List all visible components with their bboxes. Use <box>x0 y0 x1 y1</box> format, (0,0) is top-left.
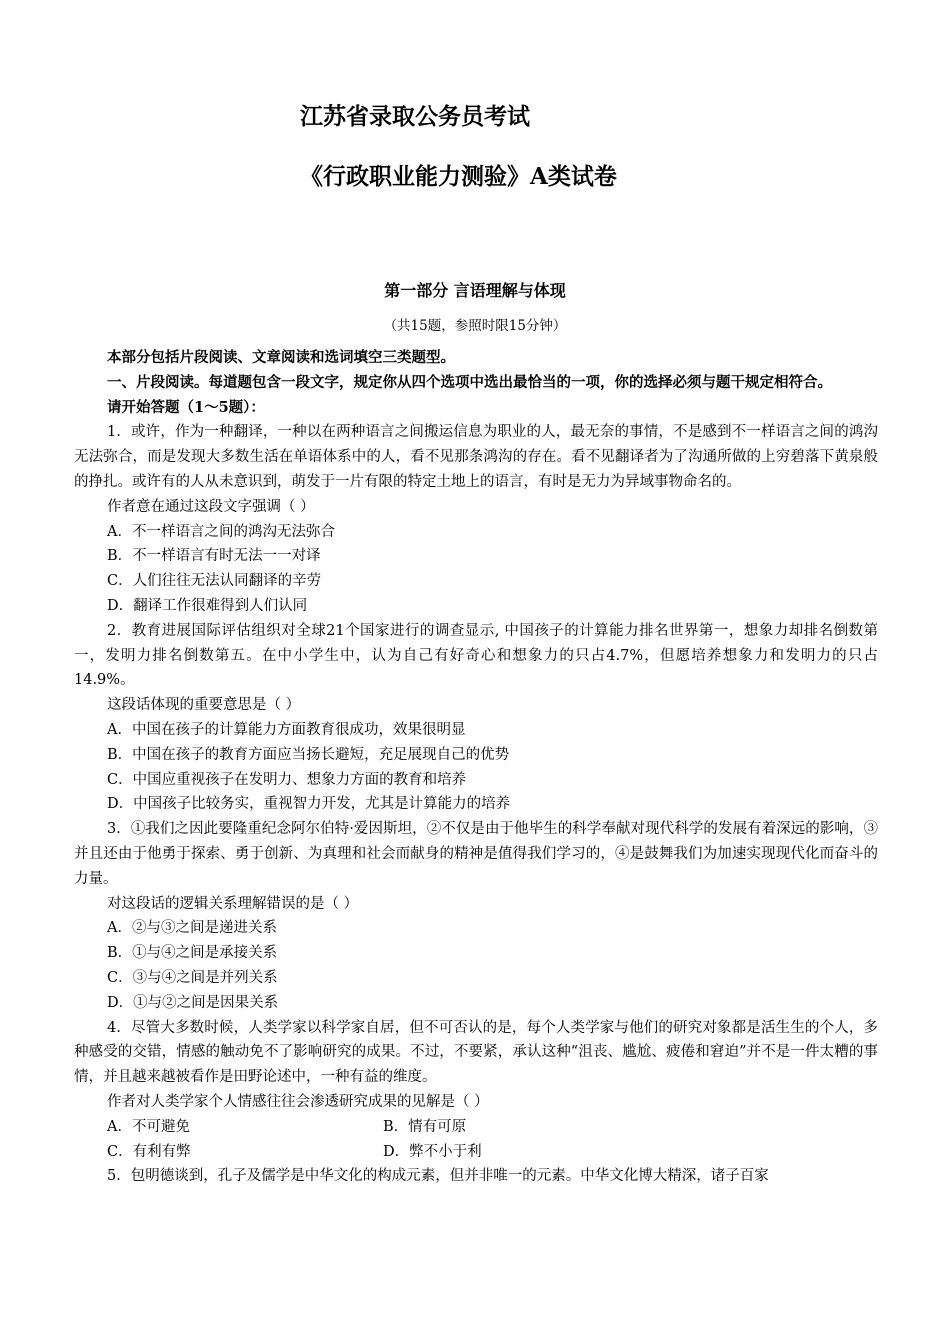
exam-title-line2: 《行政职业能力测验》A类试卷 <box>300 163 617 190</box>
question-4-option-a: A．不可避免 <box>107 1118 190 1135</box>
start-prompt: 请开始答题（1～5题）： <box>107 398 265 416</box>
question-1-option-b: B．不一样语言有时无法一一对译 <box>107 548 321 565</box>
question-1-stem: 作者意在通过这段文字强调（ ） <box>107 498 315 515</box>
question-4-option-c: C．有利有弊 <box>107 1143 191 1160</box>
question-3-option-c: C．③与④之间是并列关系 <box>107 969 278 986</box>
exam-body <box>74 346 878 1189</box>
question-2-option-d: D．中国孩子比较务实，重视智力开发，尤其是计算能力的培养 <box>107 796 511 813</box>
question-2-option-b: B．中国在孩子的教育方面应当扬长避短，充足展现自己的优势 <box>107 746 510 763</box>
section-intro: 本部分包括片段阅读、文章阅读和选词填空三类题型。 <box>107 349 455 366</box>
question-5-passage: 5．包明德谈到，孔子及儒学是中华文化的构成元素，但并非唯一的元素。中华文化博大精深，诸子百家 <box>107 1168 769 1185</box>
question-4-options-row-2 <box>74 1140 878 1165</box>
question-3-option-a: A．②与③之间是递进关系 <box>107 920 277 937</box>
question-2-option-c: C．中国应重视孩子在发明力、想象力方面的教育和培养 <box>107 771 467 788</box>
question-1-option-a: A．不一样语言之间的鸿沟无法弥合 <box>107 523 335 540</box>
section-instruction: 一、片段阅读。每道题包含一段文字，规定你从四个选项中选出最恰当的一项，你的选择必须与题干规定相符合。 <box>107 373 832 391</box>
question-4-stem: 作者对人类学家个人情感往往会渗透研究成果的见解是（ ） <box>107 1093 489 1110</box>
question-2-passage: 2．教育进展国际评估组织对全球21个国家进行的调查显示, 中国孩子的计算能力排名世界第一，想象力却排名倒数第一，发明力排名倒数第五。在中小学生中，认为自己有好奇心和想象力的只占4.7%，但愿培养想象力和发明力的只占14.9%。 <box>74 622 878 689</box>
question-4-options-row-1 <box>74 1115 878 1140</box>
section-note: （共15题，参照时限15分钟） <box>383 318 567 334</box>
question-1-option-d: D．翻译工作很难得到人们认同 <box>107 597 308 614</box>
question-1-option-c: C．人们往往无法认同翻译的辛劳 <box>107 573 322 590</box>
exam-title-line1: 江苏省录取公务员考试 <box>300 103 530 130</box>
section-title: 第一部分 言语理解与体现 <box>384 281 566 300</box>
question-2-stem: 这段话体现的重要意思是（ ） <box>107 697 301 714</box>
question-1-passage: 1．或许，作为一种翻译，一种以在两种语言之间搬运信息为职业的人，最无奈的事情，不是感到不一样语言之间的鸿沟无法弥合，而是发现大多数生活在单语体系中的人，看不见那条鸿沟的存在。看不见翻译者为了沟通所做的上穷碧落下黄泉般的挣扎。或许有的人从未意识到，萌发于一片有限的特定土地上的语言，有时是无力为异域事物命名的。 <box>74 424 878 490</box>
question-3-option-b: B．①与④之间是承接关系 <box>107 945 278 962</box>
question-3-passage: 3．①我们之因此要隆重纪念阿尔伯特·爱因斯坦，②不仅是由于他毕生的科学奉献对现代科学的发展有着深远的影响，③并且还由于他勇于探索、勇于创新、为真理和社会而献身的精神是值得我们学习的，④是鼓舞我们为加速实现现代化而奋斗的力量。 <box>74 821 878 887</box>
question-4-passage: 4．尽管大多数时候，人类学家以科学家自居，但不可否认的是，每个人类学家与他们的研究对象都是活生生的个人，多种感受的交错，情感的触动免不了影响研究的成果。不过，不要紧，承认这种“沮丧、尴尬、疲倦和窘迫”并不是一件太糟的事情，并且越来越被看作是田野论述中，一种有益的维度。 <box>74 1019 878 1086</box>
question-4-option-d: D．弊不小于利 <box>383 1143 482 1160</box>
question-3-option-d: D．①与②之间是因果关系 <box>107 994 279 1011</box>
question-3-stem: 对这段话的逻辑关系理解错误的是（ ） <box>107 895 359 912</box>
question-2-option-a: A．中国在孩子的计算能力方面教育很成功，效果很明显 <box>107 721 466 738</box>
question-4-option-b: B．情有可原 <box>383 1118 467 1135</box>
